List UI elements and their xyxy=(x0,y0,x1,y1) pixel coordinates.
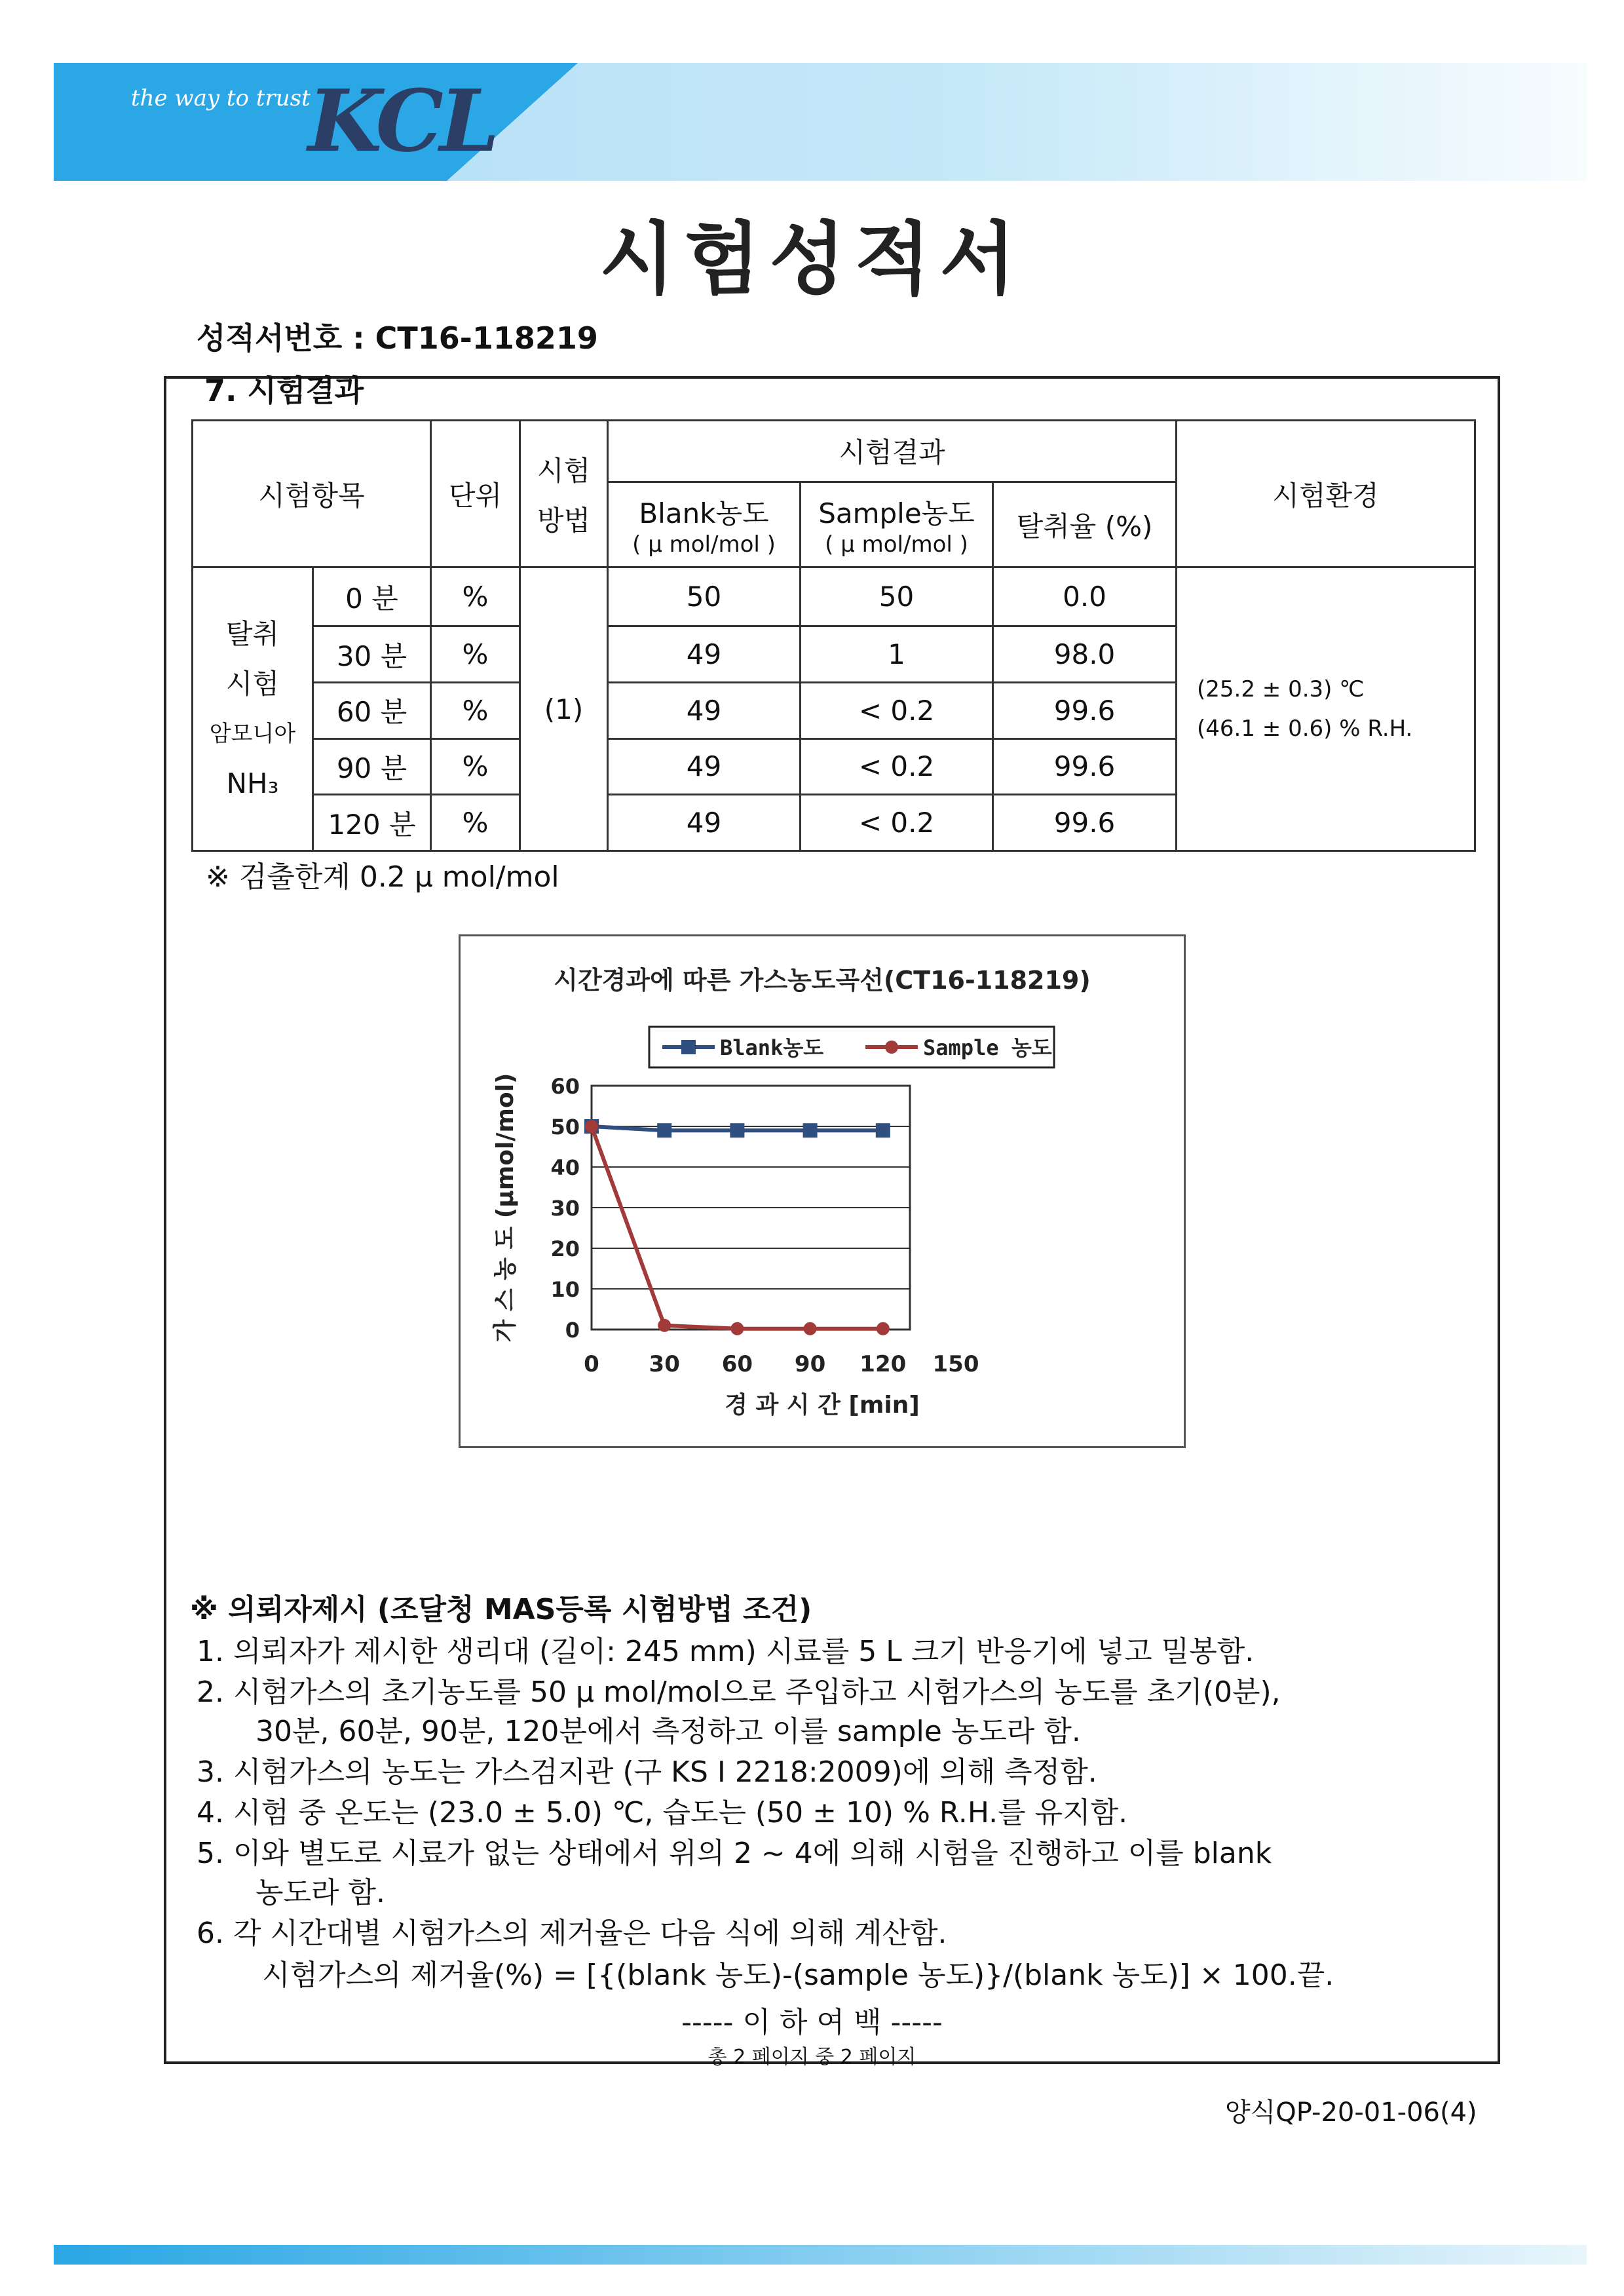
row1-time: 30 분 xyxy=(313,626,431,683)
group-line4: NH₃ xyxy=(226,767,279,800)
row4-time: 120 분 xyxy=(313,795,431,851)
group-line1: 탈취 xyxy=(225,618,280,651)
section-title: 7. 시험결과 xyxy=(204,373,364,408)
row4-unit: % xyxy=(431,795,520,851)
form-number: 양식QP-20-01-06(4) xyxy=(1225,2097,1477,2128)
row0-blank: 50 xyxy=(608,567,801,626)
x-tick-label: 150 xyxy=(932,1351,979,1377)
row3-rate: 99.6 xyxy=(993,738,1177,795)
requirement-line: 농도라 함. xyxy=(255,1876,385,1909)
row2-blank: 49 xyxy=(608,682,801,738)
y-tick-label: 20 xyxy=(550,1236,580,1261)
data-point xyxy=(877,1322,890,1335)
row2-sample: < 0.2 xyxy=(801,682,993,738)
y-tick-label: 40 xyxy=(550,1155,580,1180)
header-sample xyxy=(801,482,993,567)
requirement-line: 4. 시험 중 온도는 (23.0 ± 5.0) ℃, 습도는 (50 ± 10) % R.H.를 유지함. xyxy=(197,1796,1128,1829)
group-line2: 시험 xyxy=(225,668,280,700)
data-point xyxy=(804,1322,817,1335)
requirement-line: 2. 시험가스의 초기농도를 50 μ mol/mol으로 주입하고 시험가스의 농도를 초기(0분), xyxy=(197,1675,1281,1709)
header-method-line1: 시험 xyxy=(537,454,591,487)
data-point xyxy=(730,1322,744,1335)
header-method xyxy=(520,421,608,567)
row2-time: 60 분 xyxy=(313,682,431,738)
row2-unit: % xyxy=(431,682,520,738)
header-blank-line1: Blank농도 xyxy=(639,497,769,529)
header-blank-line2: ( μ mol/mol ) xyxy=(632,531,776,558)
y-tick-label: 50 xyxy=(550,1115,580,1139)
row4-sample: < 0.2 xyxy=(801,795,993,851)
row1-rate: 98.0 xyxy=(993,626,1177,683)
requirement-line: 3. 시험가스의 농도는 가스검지관 (구 KS I 2218:2009)에 의해 측정함. xyxy=(197,1755,1097,1789)
header-method-line2: 방법 xyxy=(537,504,591,537)
data-point xyxy=(876,1123,890,1138)
header-unit: 단위 xyxy=(431,421,520,567)
end-mark: ----- 이 하 여 백 ----- xyxy=(681,2006,943,2039)
data-point xyxy=(803,1123,818,1138)
row0-sample: 50 xyxy=(801,567,993,626)
row3-blank: 49 xyxy=(608,738,801,795)
header-banner xyxy=(54,63,1587,181)
requirement-line: 시험가스의 제거율(%) = [{(blank 농도)-(sample 농도)}/(blank 농도)] × 100.끝. xyxy=(262,1959,1334,1992)
requirement-line: 30분, 60분, 90분, 120분에서 측정하고 이를 sample 농도라 함. xyxy=(255,1715,1081,1748)
y-axis-ticks xyxy=(550,1074,580,1343)
x-tick-label: 120 xyxy=(859,1351,907,1377)
row0-unit: % xyxy=(431,567,520,626)
requirement-line: 6. 각 시간대별 시험가스의 제거율은 다음 식에 의해 계산함. xyxy=(197,1917,947,1950)
document-title: 시험성적서 xyxy=(599,214,1025,305)
row2-rate: 99.6 xyxy=(993,682,1177,738)
header-result: 시험결과 xyxy=(608,421,1177,482)
header-environment: 시험환경 xyxy=(1177,421,1475,567)
detection-limit-note: ※ 검출한계 0.2 μ mol/mol xyxy=(206,860,559,894)
kcl-logo: KCL xyxy=(308,71,496,171)
requirement-line: 5. 이와 별도로 시료가 없는 상태에서 위의 2 ~ 4에 의해 시험을 진행하고 이를 blank xyxy=(197,1837,1272,1870)
legend-label: Sample 농도 xyxy=(923,1035,1052,1060)
header-test-item: 시험항목 xyxy=(193,421,431,567)
report-number: 성적서번호 : CT16-118219 xyxy=(197,320,598,356)
row1-blank: 49 xyxy=(608,626,801,683)
footer-bar xyxy=(54,2245,1587,2265)
chart-title: 시간경과에 따른 가스농도곡선(CT16-118219) xyxy=(554,966,1091,995)
header-blank xyxy=(608,482,801,567)
group-line3: 암모니아 xyxy=(209,721,296,748)
chart-ylabel: 가 스 농 도 (μmol/mol) xyxy=(492,1073,519,1343)
concentration-chart-box xyxy=(459,934,1186,1448)
y-tick-label: 10 xyxy=(550,1277,580,1302)
data-point xyxy=(658,1319,671,1332)
environment-value xyxy=(1177,567,1475,851)
requirement-line: 1. 의뢰자가 제시한 생리대 (길이: 245 mm) 시료를 5 L 크기 반응기에 넣고 밀봉함. xyxy=(197,1635,1255,1668)
env-temperature: (25.2 ± 0.3) ℃ xyxy=(1197,676,1365,703)
y-tick-label: 60 xyxy=(550,1074,580,1099)
row4-rate: 99.6 xyxy=(993,795,1177,851)
y-tick-label: 30 xyxy=(550,1196,580,1221)
x-tick-label: 30 xyxy=(649,1351,680,1377)
row3-time: 90 분 xyxy=(313,738,431,795)
data-point xyxy=(585,1120,598,1133)
chart-xlabel: 경 과 시 간 [min] xyxy=(725,1392,920,1419)
data-point xyxy=(657,1123,671,1138)
results-table xyxy=(191,419,1476,852)
row3-sample: < 0.2 xyxy=(801,738,993,795)
header-removal-rate: 탈취율 (%) xyxy=(993,482,1177,567)
method-value: (1) xyxy=(520,567,608,851)
header-tagline: the way to trust xyxy=(131,85,311,111)
header-sample-line1: Sample농도 xyxy=(818,497,975,529)
test-group-label xyxy=(193,567,313,851)
y-tick-label: 0 xyxy=(565,1318,580,1343)
row4-blank: 49 xyxy=(608,795,801,851)
legend-marker xyxy=(681,1040,696,1054)
data-point xyxy=(730,1123,744,1138)
env-humidity: (46.1 ± 0.6) % R.H. xyxy=(1197,716,1413,742)
row1-unit: % xyxy=(431,626,520,683)
row1-sample: 1 xyxy=(801,626,993,683)
legend-marker xyxy=(885,1041,898,1054)
requirements-title: ※ 의뢰자제시 (조달청 MAS등록 시험방법 조건) xyxy=(190,1593,812,1626)
header-sample-line2: ( μ mol/mol ) xyxy=(825,531,968,558)
concentration-chart xyxy=(461,936,1184,1446)
x-axis-ticks xyxy=(584,1351,979,1377)
legend-label: Blank농도 xyxy=(720,1035,824,1060)
row3-unit: % xyxy=(431,738,520,795)
page-number: 총 2 페이지 중 2 페이지 xyxy=(708,2046,916,2069)
x-tick-label: 60 xyxy=(721,1351,753,1377)
x-tick-label: 90 xyxy=(794,1351,826,1377)
row0-rate: 0.0 xyxy=(993,567,1177,626)
row0-time: 0 분 xyxy=(313,567,431,626)
x-tick-label: 0 xyxy=(584,1351,599,1377)
